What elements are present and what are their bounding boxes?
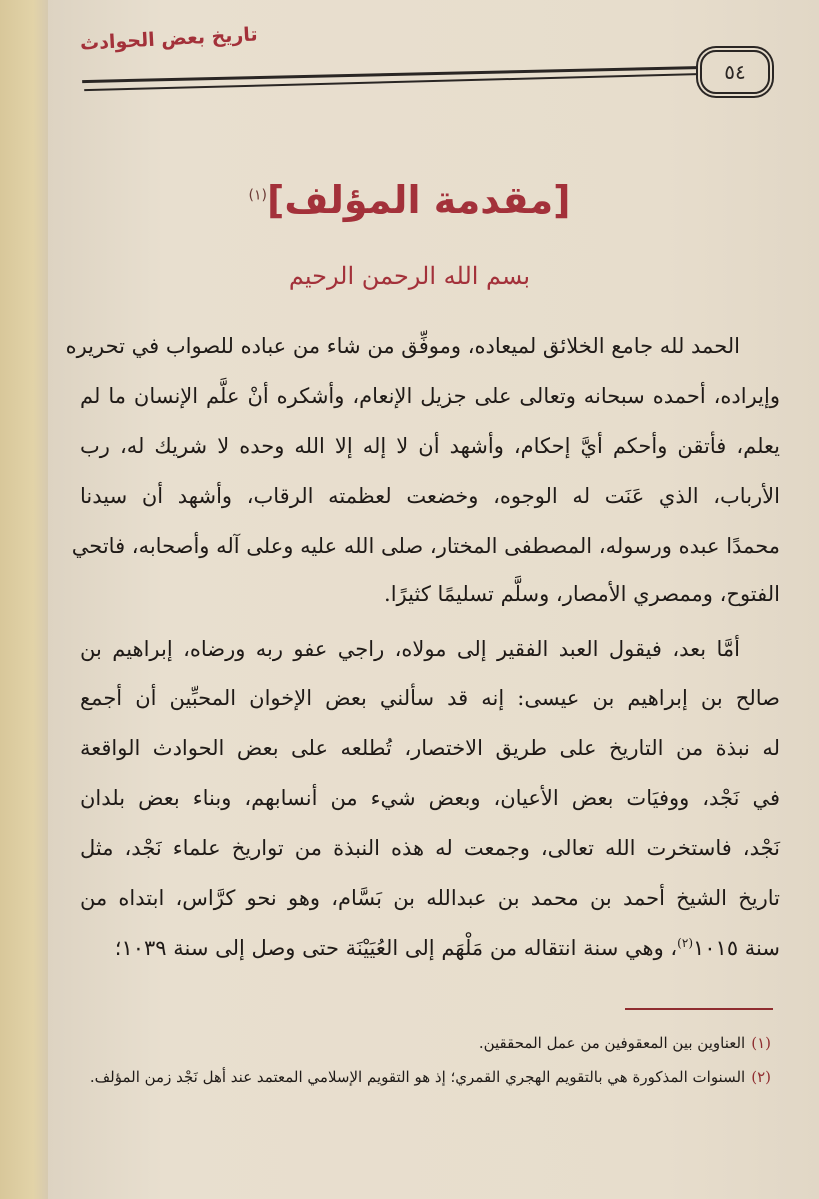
text-line: الفتوح، وممصري الأمصار، وسلَّم تسليمًا كثيرًا. (384, 582, 780, 606)
text-line: أمَّا بعد، فيقول العبد الفقير إلى مولاه، راجي عفو ربه ورضاه، إبراهيم بن (80, 637, 740, 661)
text-line (80, 936, 780, 960)
text-line: محمدًا عبده ورسوله، المصطفى المختار، صلى الله عليه وعلى آله وأصحابه، فاتحي (71, 534, 780, 558)
page-number (700, 50, 770, 94)
footnote-ref-1: (١) (248, 187, 267, 204)
text-line: يعلم، فأتقن وأحكم أيَّ إحكام، وأشهد أن لا إله إلا الله وحده لا شريك له، رب (80, 434, 780, 458)
text-line: الأرباب، الذي عَنَت له الوجوه، وخضعت لعظمته الرقاب، وأشهد أن سيدنا (80, 484, 780, 508)
running-header-title: تاريخ بعض الحوادث (79, 23, 259, 55)
text-line: له نبذة من التاريخ على طريق الاختصار، تُطلعه على بعض الحوادث الواقعة (80, 736, 780, 760)
footnote-number: (١) (751, 1034, 771, 1052)
text-line: الحمد لله جامع الخلائق لميعاده، وموفِّق من شاء من عباده للصواب في تحريره (65, 334, 740, 358)
footnote-number: (٢) (751, 1068, 771, 1086)
footnote-text: العناوين بين المعقوفين من عمل المحققين. (478, 1034, 746, 1052)
text-line: في نَجْد، ووفيَات بعض الأعيان، وبعض شيء من أنسابهم، وبناء بعض بلدان (80, 786, 780, 810)
text-line: صالح بن إبراهيم بن عيسى: إنه قد سألني بعض الإخوان المحبِّين أن أجمع (80, 686, 780, 710)
footnote-text: السنوات المذكورة هي بالتقويم الهجري القمري؛ إذ هو التقويم الإسلامي المعتمد عند أهل نَجْد زمن المؤلف. (89, 1068, 746, 1086)
text-segment: سنة ١٠١٥ (693, 936, 780, 960)
footnote-ref-2: (٢) (677, 936, 693, 950)
footnote-2 (90, 1068, 771, 1086)
section-title-text: [مقدمة المؤلف] (266, 178, 571, 222)
footnote-separator (625, 1008, 773, 1010)
footnote-1 (479, 1034, 771, 1052)
page-number-text: ٥٤ (724, 60, 746, 84)
text-line: تاريخ الشيخ أحمد بن محمد بن عبدالله بن بَسَّام، وهو نحو كرَّاس، ابتداه من (80, 886, 780, 910)
section-title (0, 178, 819, 222)
basmala: بسم الله الرحمن الرحيم (288, 262, 531, 290)
text-line: وإيراده، أحمده سبحانه وتعالى على جزيل الإنعام، وأشكره أنْ علَّم الإنسان ما لم (80, 384, 780, 408)
text-segment: ، وهي سنة انتقاله من مَلْهَم إلى العُيَيْنَة حتى وصل إلى سنة ١٠٣٩؛ (114, 936, 678, 960)
text-line: نَجْد، فاستخرت الله تعالى، وجمعت له هذه النبذة من تواريخ علماء نَجْد، مثل (80, 836, 780, 860)
